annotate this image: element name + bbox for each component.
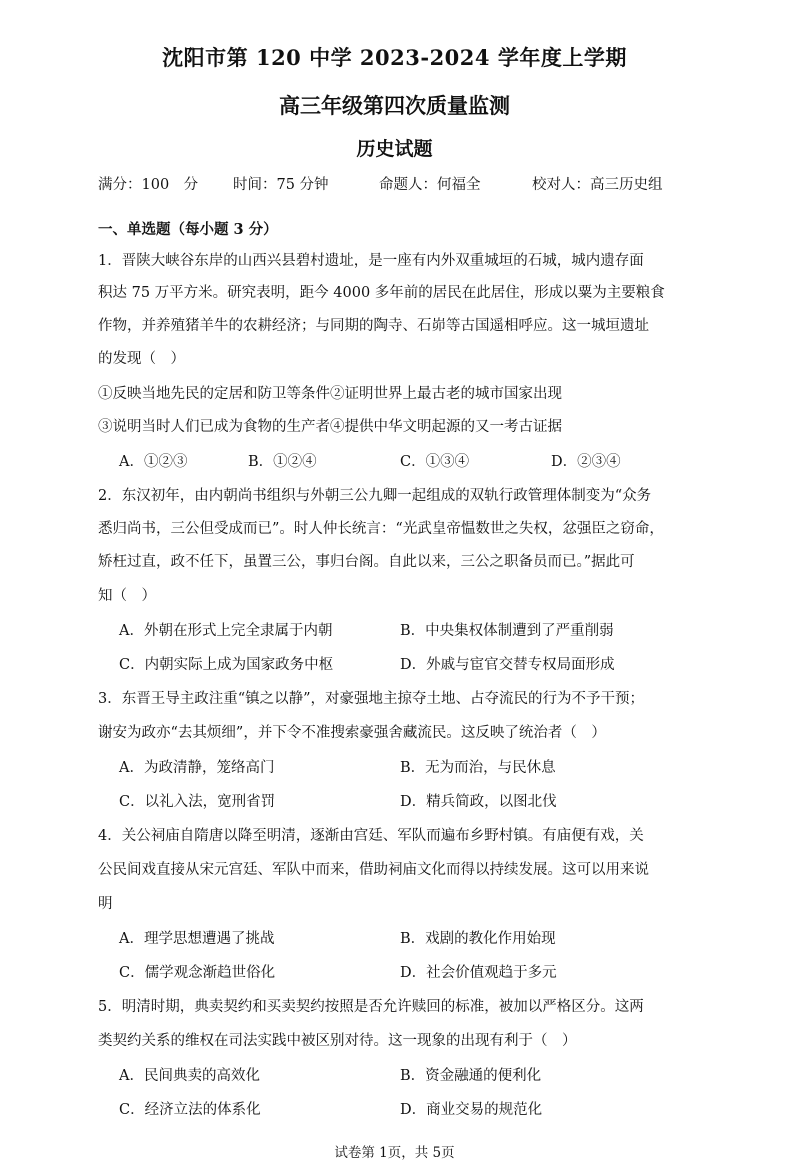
question-text-line: 1．晋陕大峡谷东岸的山西兴县碧村遗址，是一座有内外双重城垣的石城，城内遗存面 (98, 253, 644, 269)
option-c: C．经济立法的体系化 (119, 1102, 261, 1118)
question-text-line: 的发现（ ） (98, 351, 185, 367)
option-d: D．商业交易的规范化 (400, 1102, 543, 1118)
question-text-line: ①反映当地先民的定居和防卫等条件②证明世界上最古老的城市国家出现 (98, 386, 562, 402)
section-title: 一、单选题（每小题 3 分） (98, 221, 278, 238)
option-d: D．社会价值观趋于多元 (400, 965, 557, 981)
option-a: A．①②③ (119, 454, 188, 470)
option-d: D．精兵简政，以图北伐 (400, 794, 557, 810)
exam-info-row (98, 173, 698, 194)
option-b: B．无为而治，与民休息 (400, 760, 556, 776)
question-text-line: 矫枉过直，政不任下，虽置三公，事归台阁。自此以来，三公之职备员而已。”据此可 (98, 554, 635, 570)
exam-title-line2: 高三年级第四次质量监测 (279, 93, 510, 118)
option-a: A．外朝在形式上完全隶属于内朝 (119, 623, 333, 639)
proofreader: 校对人：高三历史组 (532, 177, 663, 193)
question-text-line: 明 (98, 896, 113, 912)
question-text-line: 公民间戏直接从宋元宫廷、军队中而来，借助祠庙文化而得以持续发展。这可以用来说 (98, 862, 649, 878)
question-text-line: ③说明当时人们已成为食物的生产者④提供中华文明起源的又一考古证据 (98, 419, 562, 435)
page-footer: 试卷第 1页，共 5页 (334, 1145, 455, 1161)
option-d: D．②③④ (551, 454, 621, 470)
option-b: B．戏剧的教化作用始现 (400, 931, 556, 947)
question-author: 命题人：何福全 (379, 177, 481, 193)
question-text-line: 类契约关系的维权在司法实践中被区别对待。这一现象的出现有利于（ ） (98, 1033, 577, 1049)
option-a: A．为政清静，笼络高门 (119, 760, 275, 776)
question-text-line: 4．关公祠庙自隋唐以降至明清，逐渐由宫廷、军队而遍布乡野村镇。有庙便有戏，关 (98, 828, 644, 844)
option-b: B．资金融通的便利化 (400, 1068, 542, 1084)
option-b: B．①②④ (248, 454, 317, 470)
option-c: C．儒学观念渐趋世俗化 (119, 965, 276, 981)
question-text-line: 谢安为政亦“去其烦细”，并下令不准搜索豪强舍藏流民。这反映了统治者（ ） (98, 725, 606, 741)
exam-subject: 历史试题 (356, 138, 433, 160)
question-text-line: 5．明清时期，典卖契约和买卖契约按照是否允许赎回的标准，被加以严格区分。这两 (98, 999, 644, 1015)
option-c: C．以礼入法，宽刑省罚 (119, 794, 276, 810)
option-c: C．①③④ (400, 454, 470, 470)
option-b: B．中央集权体制遭到了严重削弱 (400, 623, 614, 639)
exam-title-line1: 沈阳市第 120 中学 2023-2024 学年度上学期 (162, 45, 627, 70)
option-c: C．内朝实际上成为国家政务中枢 (119, 657, 334, 673)
option-a: A．民间典卖的高效化 (119, 1068, 260, 1084)
option-a: A．理学思想遭遇了挑战 (119, 931, 275, 947)
full-score: 满分：100 分 (98, 177, 199, 193)
exam-time: 时间：75 分钟 (233, 177, 329, 193)
question-text-line: 积达 75 万平方米。研究表明，距今 4000 多年前的居民在此居住，形成以粟为主要粮食 (98, 285, 665, 301)
option-d: D．外戚与宦官交替专权局面形成 (400, 657, 615, 673)
question-text-line: 知（ ） (98, 588, 156, 604)
question-text-line: 3．东晋王导主政注重“镇之以静”，对豪强地主掠夺土地、占夺流民的行为不予干预； (98, 691, 645, 707)
question-text-line: 2．东汉初年，由内朝尚书组织与外朝三公九卿一起组成的双轨行政管理体制变为“众务 (98, 488, 652, 504)
question-text-line: 悉归尚书，三公但受成而已”。时人仲长统言：“光武皇帝愠数世之失权，忿强臣之窃命， (98, 521, 664, 537)
question-text-line: 作物，并养殖猪羊牛的农耕经济；与同期的陶寺、石峁等古国遥相呼应。这一城垣遗址 (98, 318, 649, 334)
